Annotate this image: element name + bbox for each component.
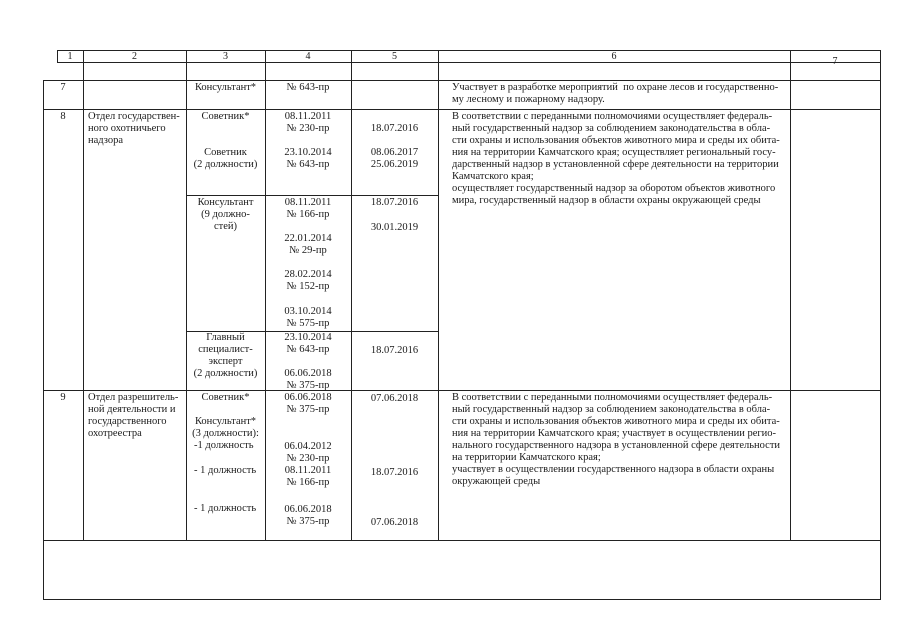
row9-function-line-4: ния на территории Камчатского края; участвует в осуществлении регио- <box>452 428 777 439</box>
header-col-4: 4 <box>305 51 311 62</box>
row8-pos1-line-5: (2 должности) <box>193 159 258 170</box>
row8-doc3-line-2: № 643-пр <box>286 344 330 355</box>
header-col-1: 1 <box>67 51 73 62</box>
row8-pos3-line-4: (2 должности) <box>193 368 258 379</box>
row8-doc2-line-4: 22.01.2014 <box>284 233 332 244</box>
row8-pos1-line-4: Советник <box>204 147 247 158</box>
row8-doc2-line-7: 28.02.2014 <box>284 269 332 280</box>
row9-pos-line-1: Советник* <box>201 392 250 403</box>
row9-dept-line-4: охотреестра <box>88 428 142 439</box>
row8-pos3-line-1: Главный <box>206 332 245 343</box>
row9-dept-line-2: ной деятельности и <box>88 404 176 415</box>
row7-position: Консультант* <box>194 82 257 93</box>
row8-pos3-line-2: специалист- <box>198 344 253 355</box>
row8-date1-line-2: 08.06.2017 <box>370 147 419 158</box>
row9-function-line-1: В соответствии с переданными полномочиями осуществляет федераль- <box>452 392 773 403</box>
col6-border <box>790 50 791 540</box>
row9-pos-line-12: - 1 должность <box>194 503 257 514</box>
row8-pos2-line-2: (9 должно- <box>201 209 250 220</box>
row8-date2-line-2: 30.01.2019 <box>370 222 419 233</box>
row8-function-line-1: В соответствии с переданными полномочиями осуществляет федераль- <box>452 111 773 122</box>
left-border <box>43 80 44 600</box>
row8-function-line-6: Камчатского края; <box>452 171 534 182</box>
row8-doc2-line-5: № 29-пр <box>289 245 327 256</box>
row8-doc2-line-1: 08.11.2011 <box>284 197 332 208</box>
right-border <box>880 50 881 600</box>
row8-dept-line-2: ного охотничьего <box>88 123 166 134</box>
header-col-3: 3 <box>223 51 228 62</box>
row9-doc-line-5: 06.04.2012 <box>284 441 332 452</box>
row8-top-border <box>43 109 880 110</box>
row8-date1-line-1: 18.07.2016 <box>370 123 419 134</box>
row9-doc-line-2: № 375-пр <box>286 404 330 415</box>
row7-function-line-1: Участвует в разработке мероприятий по охране лесов и государственно- <box>452 82 779 93</box>
row8-pos3-line-3: эксперт <box>208 356 243 367</box>
row9-function-line-6: на территории Камчатского края; <box>452 452 601 463</box>
row9-function-line-3: сти охраны и использования объектов животного мира и среды их обита- <box>452 416 780 427</box>
row7-function-line-2: му лесному и пожарному надзору. <box>452 94 605 105</box>
header-col-7: 7 <box>832 56 838 67</box>
row7-top-border <box>43 80 880 81</box>
row9-top-border <box>43 390 880 391</box>
row8-function-line-2: ный государственный надзор за соблюдением законодательства в обла- <box>452 123 771 134</box>
row8-dept-line-3: надзора <box>88 135 123 146</box>
row9-pos-line-8: - 1 должность <box>194 465 257 476</box>
row9-doc-line-10: 06.06.2018 <box>284 504 332 515</box>
col5-border <box>438 50 439 540</box>
row9-date-line-1: 07.06.2018 <box>370 393 419 404</box>
row7-number: 7 <box>60 82 66 93</box>
row8-number: 8 <box>60 111 66 122</box>
row8-doc2-line-11: № 575-пр <box>286 318 330 329</box>
row9-dept-line-1: Отдел разрешитель- <box>88 392 179 403</box>
row8-doc1-line-5: № 643-пр <box>286 159 330 170</box>
row9-doc-line-11: № 375-пр <box>286 516 330 527</box>
row8-function-line-7: осуществляет государственный надзор за оборотом объектов животного <box>452 183 776 194</box>
row8-doc1-line-1: 08.11.2011 <box>284 111 332 122</box>
col1-border <box>83 50 84 540</box>
row8-function-line-4: ния на территории Камчатского края; осуществляет региональный госу- <box>452 147 776 158</box>
row8-pos2-line-1: Консультант <box>197 197 254 208</box>
header-col-5: 5 <box>392 51 397 62</box>
row8-pos2-line-3: стей) <box>213 221 238 232</box>
row8-dept-line-1: Отдел государствен- <box>88 111 180 122</box>
table-bottom-border <box>43 599 880 600</box>
row9-bottom-border <box>43 540 880 541</box>
row8-date2-line-1: 18.07.2016 <box>370 197 419 208</box>
row8-doc1-line-4: 23.10.2014 <box>284 147 332 158</box>
header-col-6: 6 <box>611 51 617 62</box>
row9-doc-line-1: 06.06.2018 <box>284 392 332 403</box>
row8-doc3-line-1: 23.10.2014 <box>284 332 332 343</box>
row8-pos1-line-1: Советник* <box>201 111 250 122</box>
row9-function-line-2: ный государственный надзор за соблюдением законодательства в обла- <box>452 404 771 415</box>
col2-border <box>186 50 187 540</box>
row9-pos-line-5: -1 должность <box>194 440 254 451</box>
row9-date-line-2: 18.07.2016 <box>370 467 419 478</box>
row9-dept-line-3: государственного <box>88 416 167 427</box>
row9-doc-line-7: 08.11.2011 <box>284 465 332 476</box>
row8-doc3-line-4: 06.06.2018 <box>284 368 332 379</box>
row8-doc3-line-5: № 375-пр <box>286 380 330 391</box>
row8-cons-border <box>186 195 438 196</box>
row7-order: № 643-пр <box>286 82 330 93</box>
row8-date3-line-1: 18.07.2016 <box>370 345 419 356</box>
header-col-2: 2 <box>132 51 137 62</box>
row8-doc1-line-2: № 230-пр <box>286 123 330 134</box>
row8-doc2-line-8: № 152-пр <box>286 281 330 292</box>
row9-date-line-3: 07.06.2018 <box>370 517 419 528</box>
row8-date1-line-3: 25.06.2019 <box>370 159 419 170</box>
row9-pos-line-3: Консультант* <box>194 416 257 427</box>
row9-function-line-5: нального государственного надзора в установленной сфере деятельности <box>452 440 781 451</box>
row9-number: 9 <box>60 392 66 403</box>
row8-function-line-8: мира, государственный надзор в области охраны окружающей среды <box>452 195 761 206</box>
row9-doc-line-6: № 230-пр <box>286 453 330 464</box>
row9-function-line-7: участвует в осуществлении государственного надзора в области охраны <box>452 464 775 475</box>
row8-doc2-line-2: № 166-пр <box>286 209 330 220</box>
row8-function-line-3: сти охраны и использования объектов животного мира и среды их обита- <box>452 135 780 146</box>
row9-doc-line-8: № 166-пр <box>286 477 330 488</box>
row8-doc2-line-10: 03.10.2014 <box>284 306 332 317</box>
row9-pos-line-4: (3 должности): <box>192 428 259 439</box>
row8-function-line-5: дарственный надзор в установленной сфере деятельности на территории <box>452 159 779 170</box>
row9-function-line-8: окружающей среды <box>452 476 541 487</box>
